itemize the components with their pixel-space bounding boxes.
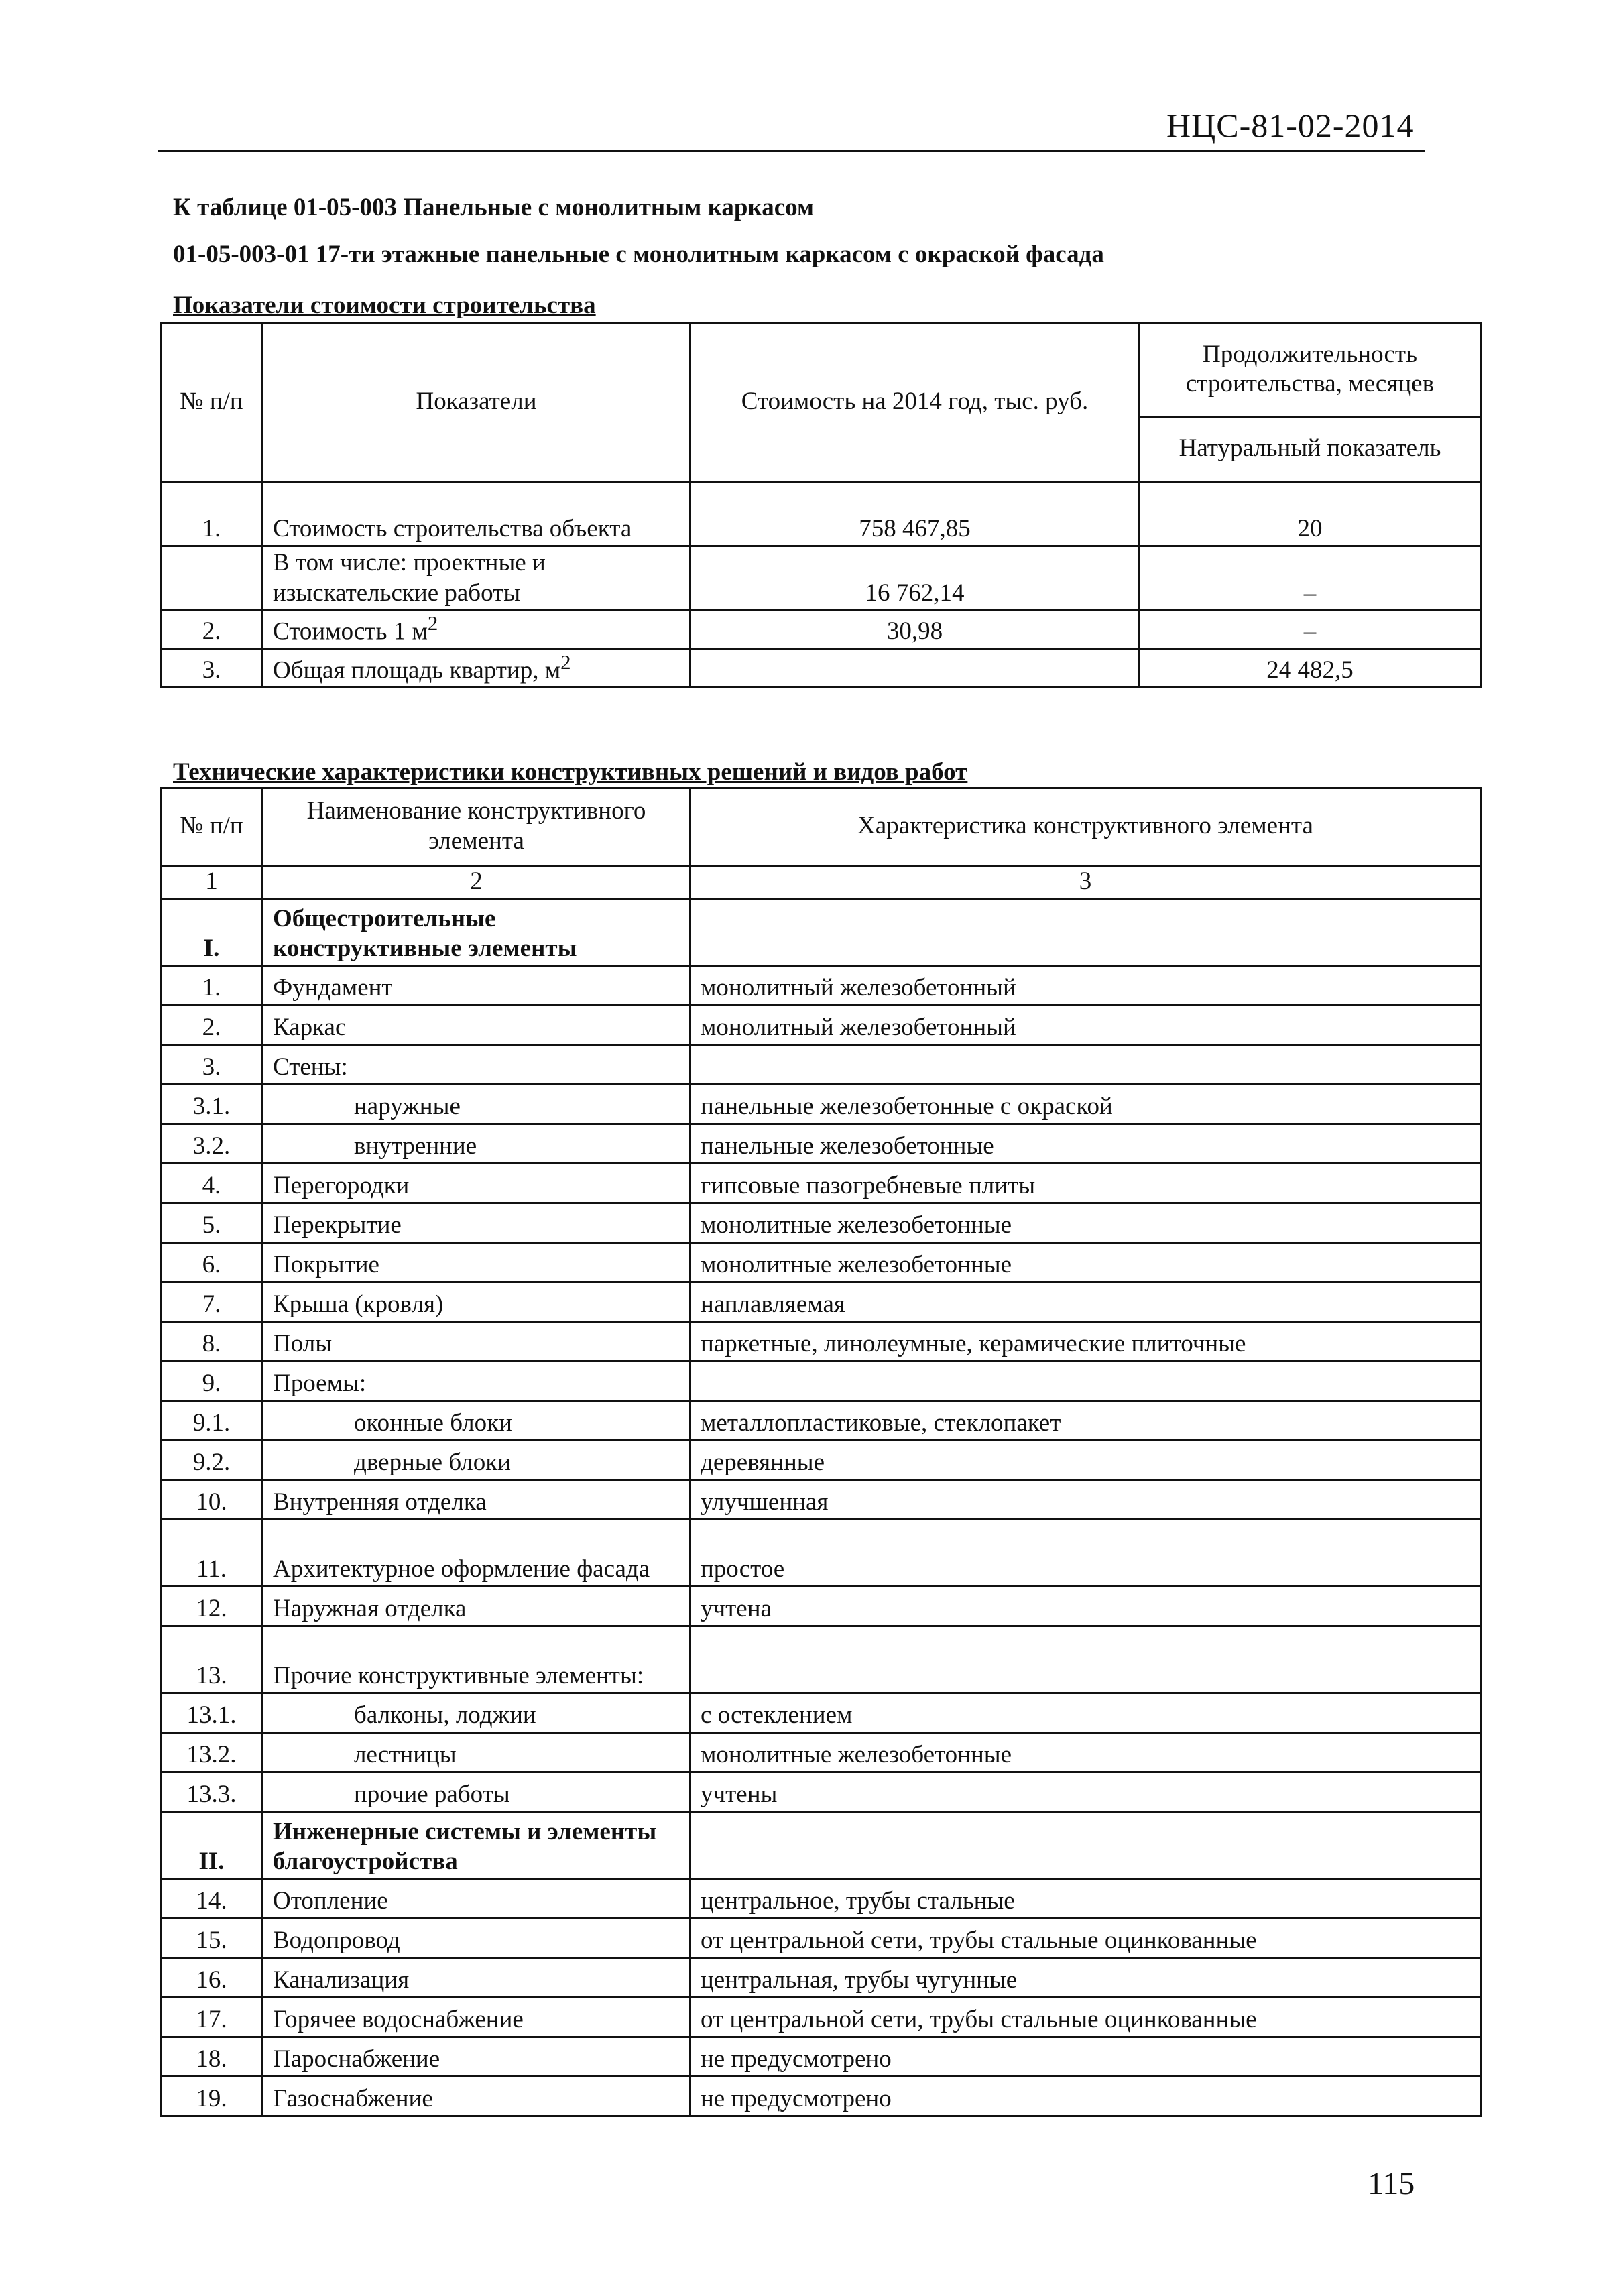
row-characteristic: не предусмотрено — [690, 2077, 1481, 2116]
row-characteristic: монолитные железобетонные — [690, 1243, 1481, 1282]
table-row — [161, 1998, 1481, 2037]
row-value: 24 482,5 — [1140, 649, 1481, 688]
row-element-name: Каркас — [263, 1006, 690, 1045]
table-row — [161, 649, 1481, 688]
row-element-name: Крыша (кровля) — [263, 1282, 690, 1322]
row-num: 10. — [161, 1480, 263, 1520]
row-element-name: дверные блоки — [263, 1441, 690, 1480]
row-num: 18. — [161, 2037, 263, 2077]
row-characteristic: монолитные железобетонные — [690, 1733, 1481, 1772]
row-characteristic — [690, 1362, 1481, 1401]
row-name-text: Стоимость 1 м — [273, 617, 428, 646]
row-characteristic: не предусмотрено — [690, 2037, 1481, 2077]
row-num: 12. — [161, 1587, 263, 1626]
table-row — [161, 966, 1481, 1006]
row-element-name: Перегородки — [263, 1164, 690, 1203]
row-num: 16. — [161, 1958, 263, 1998]
table-row — [161, 1441, 1481, 1480]
row-num: 4. — [161, 1164, 263, 1203]
row-num: 11. — [161, 1520, 263, 1587]
row-characteristic: паркетные, линолеумные, керамические плиточные — [690, 1322, 1481, 1362]
row-element-name: внутренние — [263, 1124, 690, 1164]
header-num: № п/п — [161, 788, 263, 866]
row-cost — [690, 649, 1140, 688]
row-num: 7. — [161, 1282, 263, 1322]
row-element-name: балконы, лоджии — [263, 1693, 690, 1733]
row-num: 3.1. — [161, 1085, 263, 1124]
row-element-name: Покрытие — [263, 1243, 690, 1282]
row-characteristic: учтены — [690, 1772, 1481, 1812]
row-element-name: оконные блоки — [263, 1401, 690, 1441]
row-num — [161, 546, 263, 611]
table-row — [161, 1124, 1481, 1164]
table-row — [161, 1362, 1481, 1401]
row-num: 15. — [161, 1919, 263, 1958]
row-element-name: Пароснабжение — [263, 2037, 690, 2077]
row-name: В том числе: проектные и изыскательские работы — [263, 546, 690, 611]
table-row — [161, 1006, 1481, 1045]
table-row — [161, 1322, 1481, 1362]
row-characteristic: от центральной сети, трубы стальные оцинкованные — [690, 1998, 1481, 2037]
row-num: 1. — [161, 482, 263, 546]
row-cost: 30,98 — [690, 611, 1140, 650]
table-row — [161, 1480, 1481, 1520]
table-row — [161, 1203, 1481, 1243]
superscript: 2 — [560, 650, 571, 674]
row-characteristic: монолитный железобетонный — [690, 1006, 1481, 1045]
table-row — [161, 1919, 1481, 1958]
row-name — [263, 611, 690, 650]
row-element-name: Внутренняя отделка — [263, 1480, 690, 1520]
table-row — [161, 1401, 1481, 1441]
table-row — [161, 1626, 1481, 1693]
row-num: 13. — [161, 1626, 263, 1693]
row-num: 2. — [161, 1006, 263, 1045]
cost-section-title: Показатели стоимости строительства — [173, 292, 596, 319]
row-name: Стоимость строительства объекта — [263, 482, 690, 546]
table-row — [161, 482, 1481, 546]
row-cost: 16 762,14 — [690, 546, 1140, 611]
row-element-name: Полы — [263, 1322, 690, 1362]
row-num: 14. — [161, 1879, 263, 1919]
table-row — [161, 1243, 1481, 1282]
row-element-name: Перекрытие — [263, 1203, 690, 1243]
row-element-name: Отопление — [263, 1879, 690, 1919]
row-value: – — [1140, 546, 1481, 611]
row-cost: 758 467,85 — [690, 482, 1140, 546]
row-characteristic — [690, 1045, 1481, 1085]
tech-table — [160, 787, 1482, 2117]
row-characteristic: от центральной сети, трубы стальные оцинкованные — [690, 1919, 1481, 1958]
row-characteristic: деревянные — [690, 1441, 1481, 1480]
header-characteristic: Характеристика конструктивного элемента — [690, 788, 1481, 866]
column-number-2: 2 — [263, 866, 690, 899]
table-row — [161, 1693, 1481, 1733]
row-characteristic — [690, 899, 1481, 966]
row-num: 3. — [161, 649, 263, 688]
row-characteristic — [690, 1626, 1481, 1693]
table-row — [161, 2037, 1481, 2077]
row-num: 13.2. — [161, 1733, 263, 1772]
row-characteristic: монолитные железобетонные — [690, 1203, 1481, 1243]
row-element-name: Проемы: — [263, 1362, 690, 1401]
table-row — [161, 1282, 1481, 1322]
table-row — [161, 1812, 1481, 1879]
row-characteristic: металлопластиковые, стеклопакет — [690, 1401, 1481, 1441]
row-num: 9. — [161, 1362, 263, 1401]
row-element-name: прочие работы — [263, 1772, 690, 1812]
row-characteristic: центральная, трубы чугунные — [690, 1958, 1481, 1998]
header-rule — [158, 150, 1425, 152]
row-num: 13.1. — [161, 1693, 263, 1733]
table-row — [161, 1164, 1481, 1203]
row-characteristic: с остеклением — [690, 1693, 1481, 1733]
row-element-name: Горячее водоснабжение — [263, 1998, 690, 2037]
row-num: 3. — [161, 1045, 263, 1085]
row-characteristic: центральное, трубы стальные — [690, 1879, 1481, 1919]
table-row — [161, 899, 1481, 966]
row-element-name: лестницы — [263, 1733, 690, 1772]
row-value: 20 — [1140, 482, 1481, 546]
row-element-name: Газоснабжение — [263, 2077, 690, 2116]
subtitle: 01-05-003-01 17-ти этажные панельные с монолитным каркасом с окраской фасада — [173, 241, 1104, 268]
header-cost: Стоимость на 2014 год, тыс. руб. — [690, 323, 1140, 482]
table-row — [161, 1520, 1481, 1587]
row-num: II. — [161, 1812, 263, 1879]
row-num: 17. — [161, 1998, 263, 2037]
row-num: 9.2. — [161, 1441, 263, 1480]
row-num: 6. — [161, 1243, 263, 1282]
row-num: 19. — [161, 2077, 263, 2116]
row-num: 8. — [161, 1322, 263, 1362]
row-element-name: Водопровод — [263, 1919, 690, 1958]
row-element-name: наружные — [263, 1085, 690, 1124]
column-number-3: 3 — [690, 866, 1481, 899]
table-row — [161, 1772, 1481, 1812]
row-element-name: Стены: — [263, 1045, 690, 1085]
header-num: № п/п — [161, 323, 263, 482]
header-duration: Продолжительность строительства, месяцев — [1140, 323, 1481, 418]
header-indicator: Показатели — [263, 323, 690, 482]
row-characteristic: панельные железобетонные — [690, 1124, 1481, 1164]
row-num: 9.1. — [161, 1401, 263, 1441]
column-number-1: 1 — [161, 866, 263, 899]
table-row — [161, 1587, 1481, 1626]
superscript: 2 — [427, 612, 438, 635]
row-num: 13.3. — [161, 1772, 263, 1812]
header-natural: Натуральный показатель — [1140, 418, 1481, 482]
tech-section-title: Технические характеристики конструктивных решений и видов работ — [173, 758, 968, 786]
row-element-name: Фундамент — [263, 966, 690, 1006]
table-row — [161, 1879, 1481, 1919]
row-name — [263, 649, 690, 688]
table-title: К таблице 01-05-003 Панельные с монолитным каркасом — [173, 194, 815, 221]
row-num: 3.2. — [161, 1124, 263, 1164]
row-characteristic — [690, 1812, 1481, 1879]
row-num: 2. — [161, 611, 263, 650]
row-characteristic: наплавляемая — [690, 1282, 1481, 1322]
row-num: I. — [161, 899, 263, 966]
row-characteristic: панельные железобетонные с окраской — [690, 1085, 1481, 1124]
row-name-text: Общая площадь квартир, м — [273, 656, 561, 684]
row-characteristic: простое — [690, 1520, 1481, 1587]
table-row — [161, 546, 1481, 611]
row-element-name: Наружная отделка — [263, 1587, 690, 1626]
table-row — [161, 1085, 1481, 1124]
row-element-name: Прочие конструктивные элементы: — [263, 1626, 690, 1693]
document-code: НЦС-81-02-2014 — [1166, 107, 1415, 144]
header-element: Наименование конструктивного элемента — [263, 788, 690, 866]
table-row — [161, 1958, 1481, 1998]
row-characteristic: улучшенная — [690, 1480, 1481, 1520]
row-characteristic: учтена — [690, 1587, 1481, 1626]
row-element-name: Инженерные системы и элементы благоустройства — [263, 1812, 690, 1879]
table-row — [161, 2077, 1481, 2116]
row-element-name: Архитектурное оформление фасада — [263, 1520, 690, 1587]
row-value: – — [1140, 611, 1481, 650]
row-characteristic: монолитный железобетонный — [690, 966, 1481, 1006]
page-number: 115 — [1368, 2166, 1415, 2201]
row-num: 5. — [161, 1203, 263, 1243]
table-row — [161, 1045, 1481, 1085]
row-element-name: Канализация — [263, 1958, 690, 1998]
cost-table — [160, 322, 1482, 688]
table-row — [161, 1733, 1481, 1772]
row-element-name: Общестроительные конструктивные элементы — [263, 899, 690, 966]
row-characteristic: гипсовые пазогребневые плиты — [690, 1164, 1481, 1203]
row-num: 1. — [161, 966, 263, 1006]
table-row — [161, 611, 1481, 650]
